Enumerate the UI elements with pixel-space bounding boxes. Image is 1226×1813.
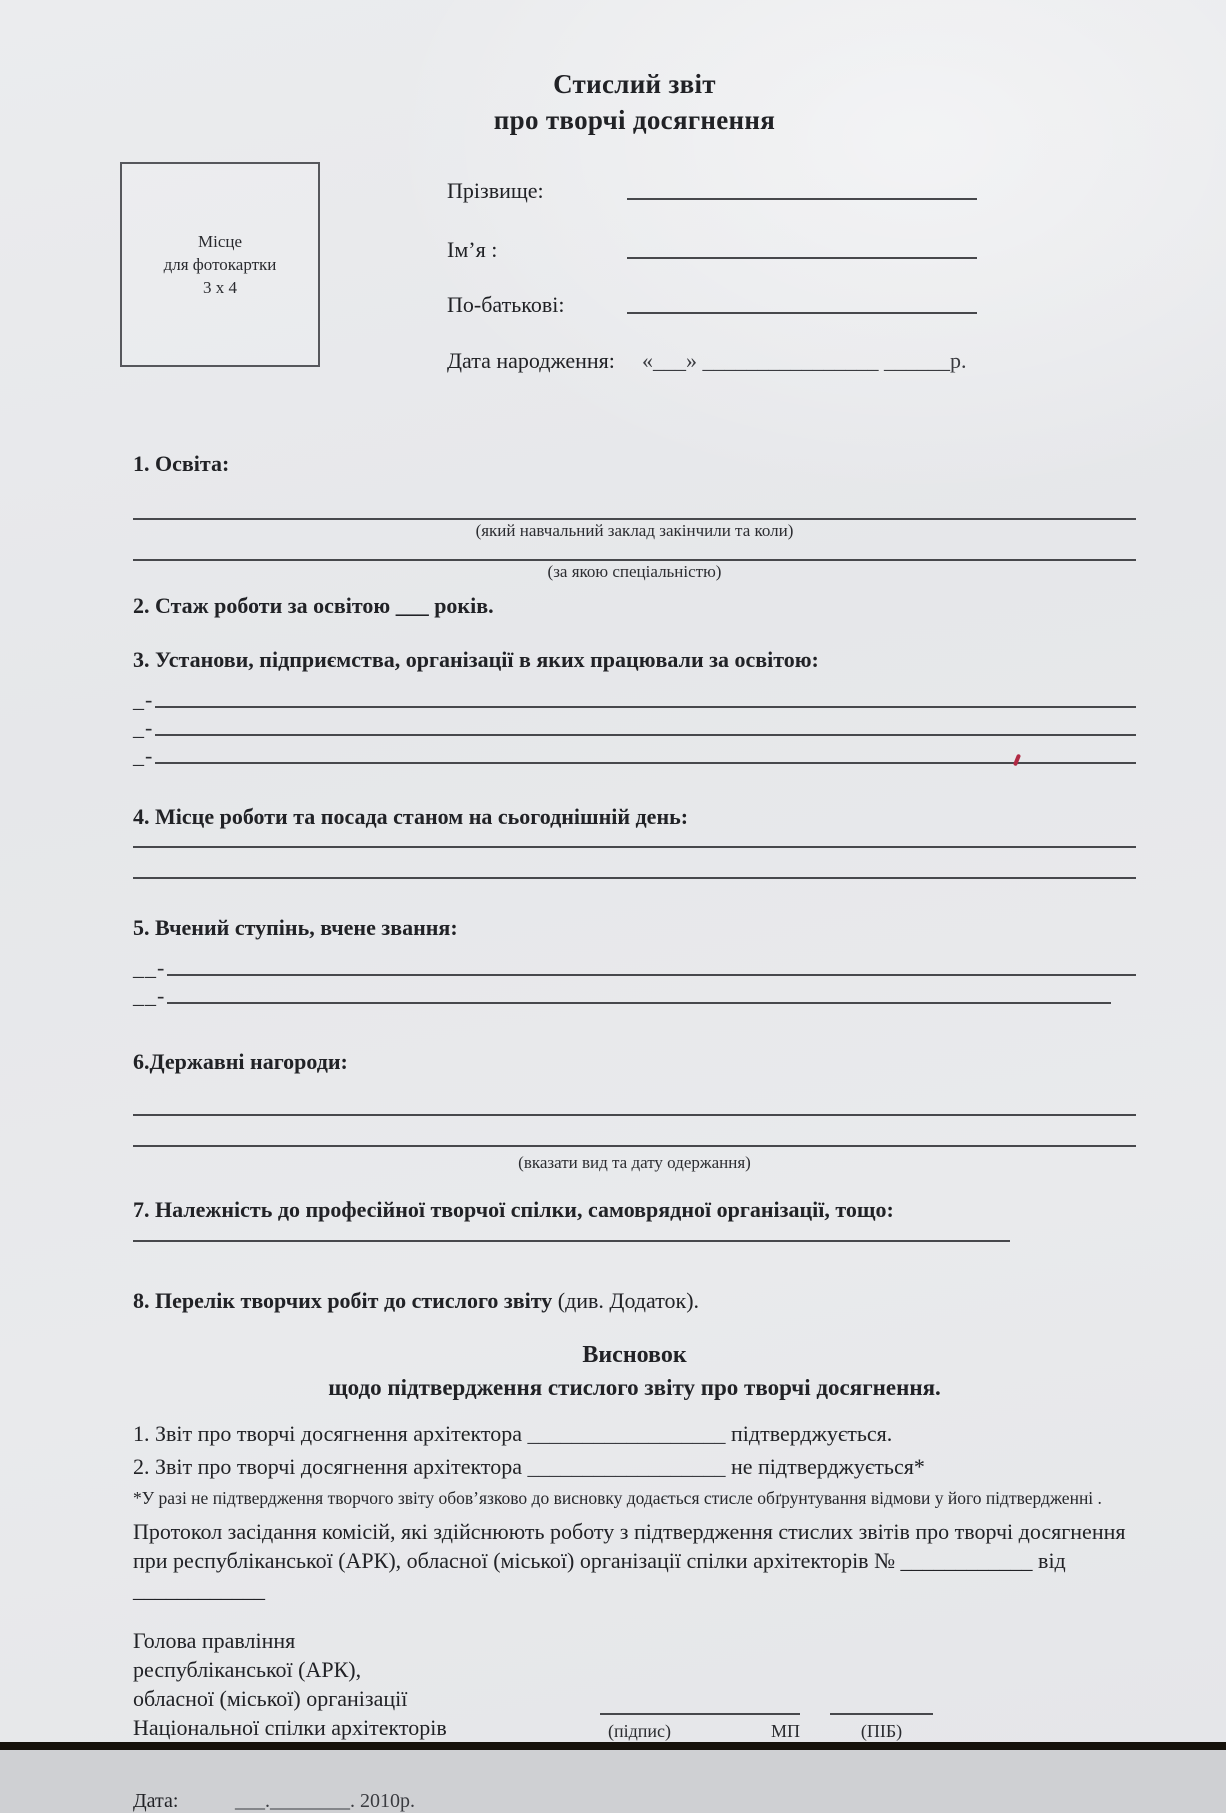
firstname-input-line[interactable]: [627, 231, 977, 259]
photo-box-text-line3: 3 х 4: [203, 278, 237, 297]
degree-row-1: [133, 953, 1136, 981]
signature-caption: (підпис): [608, 1721, 672, 1741]
degree-row-1-prefix: __-: [133, 955, 166, 980]
signature-captions-left: [600, 1721, 800, 1742]
organizations-row-2: [133, 713, 1136, 741]
conclusion-item-1-blank[interactable]: __________________: [527, 1421, 726, 1446]
photo-box-text-line2: для фотокартки: [163, 255, 277, 274]
conclusion-subtitle: щодо підтвердження стислого звіту про творчі досягнення.: [328, 1375, 941, 1400]
works-list-heading: [133, 1286, 1136, 1316]
conclusion-item-1-result: підтверджується.: [725, 1421, 893, 1446]
fullname-caption: (ПІБ): [860, 1721, 903, 1741]
experience-text: 2. Стаж роботи за освітою ___ років.: [133, 593, 494, 618]
conclusion-item-2-result: не підтверджується*: [725, 1454, 925, 1479]
patronymic-label: По-батькові:: [447, 292, 565, 317]
conclusion-item-2-text: 2. Звіт про творчі досягнення архітектора: [133, 1454, 528, 1479]
signature-lines: [600, 1713, 933, 1715]
page-title-line1: Стислий звіт: [553, 69, 716, 99]
organizations-line-3[interactable]: [155, 762, 1136, 764]
conclusion-item-1: [133, 1417, 1136, 1450]
photo-placeholder-box: [120, 162, 320, 367]
works-list-heading-bold: 8. Перелік творчих робіт до стислого звіту: [133, 1288, 553, 1313]
header-section: [120, 162, 1136, 374]
organizations-row-1: [133, 685, 1136, 713]
current-job-line-1[interactable]: [133, 846, 1136, 848]
chair-title-line4: Національної спілки архітекторів: [133, 1715, 447, 1740]
works-list-heading-note: (див. Додаток).: [552, 1288, 700, 1313]
patronymic-input-line[interactable]: [627, 286, 977, 314]
protocol-paragraph: Протокол засідання комісій, які здійснюють роботу з підтвердження стислих звітів про творчі досягнення при республіканської (АРК), обласної (міської) організації спілки архітекторів № ____________ від ____________: [133, 1519, 1126, 1602]
firstname-field-row: [447, 231, 977, 263]
organizations-row-3: [133, 741, 1136, 769]
organizations-heading: 3. Установи, підприємства, організації в яких працювали за освітою:: [133, 647, 819, 672]
signature-block: [600, 1713, 933, 1742]
awards-line-2[interactable]: [133, 1145, 1136, 1147]
current-job-line-2[interactable]: [133, 877, 1136, 879]
personal-fields: [447, 162, 977, 374]
signature-section: [133, 1626, 1136, 1742]
surname-input-line[interactable]: [627, 172, 977, 200]
chair-title-block: [133, 1626, 447, 1742]
conclusion-title: Висновок: [582, 1342, 687, 1368]
membership-heading: 7. Належність до професійної творчої спілки, самоврядної організації, тощо:: [133, 1197, 894, 1222]
education-caption-institution: (який навчальний заклад закінчили та коли): [475, 521, 794, 540]
conclusion-item-1-text: 1. Звіт про творчі досягнення архітектора: [133, 1421, 528, 1446]
scan-edge-bar: [0, 1742, 1226, 1750]
education-heading: 1. Освіта:: [133, 451, 230, 476]
signature-captions: [600, 1721, 933, 1742]
awards-line-1[interactable]: [133, 1114, 1136, 1116]
patronymic-field-row: [447, 286, 977, 318]
organizations-row-1-prefix: _-: [133, 687, 154, 712]
awards-caption: (вказати вид та дату одержання): [518, 1153, 751, 1172]
degree-line-1[interactable]: [167, 974, 1136, 976]
organizations-row-2-prefix: _-: [133, 715, 154, 740]
fullname-input-line[interactable]: [830, 1713, 933, 1715]
stamp-caption: МП: [770, 1721, 800, 1741]
birthdate-label: Дата народження:: [447, 348, 615, 373]
signature-input-line[interactable]: [600, 1713, 800, 1715]
conclusion-footnote: *У разі не підтвердження творчого звіту обов’язково до висновку додається стисле обґрунтування відмови у його підтвердженні .: [133, 1488, 1102, 1508]
date-row: [133, 1790, 1136, 1813]
firstname-label: Ім’я :: [447, 237, 498, 262]
conclusion-item-2: [133, 1450, 1136, 1483]
current-job-heading: 4. Місце роботи та посада станом на сьогоднішній день:: [133, 804, 689, 829]
degree-line-2[interactable]: [167, 1002, 1111, 1004]
page-title: [133, 66, 1136, 138]
organizations-row-3-prefix: _-: [133, 743, 154, 768]
birthdate-input-blank[interactable]: «___» ________________ ______р.: [642, 348, 967, 373]
chair-title-line3: обласної (міської) організації: [133, 1686, 408, 1711]
date-input-blank[interactable]: ___.________. 2010р.: [235, 1790, 415, 1812]
birthdate-field-row: [447, 348, 977, 374]
conclusion-item-2-blank[interactable]: __________________: [527, 1454, 726, 1479]
awards-heading: 6.Державні нагороди:: [133, 1049, 348, 1074]
date-label: Дата:: [133, 1790, 179, 1812]
degree-row-2: [133, 981, 1111, 1009]
surname-label: Прізвище:: [447, 178, 544, 203]
degree-heading: 5. Вчений ступінь, вчене звання:: [133, 915, 458, 940]
membership-line[interactable]: [133, 1240, 1010, 1242]
chair-title-line2: республіканської (АРК),: [133, 1657, 362, 1682]
chair-title-line1: Голова правління: [133, 1628, 296, 1653]
photo-box-text-line1: Місце: [197, 232, 243, 251]
page-title-line2: про творчі досягнення: [493, 105, 776, 135]
organizations-line-1[interactable]: [155, 706, 1136, 708]
education-caption-specialty: (за якою спеціальністю): [547, 562, 722, 581]
surname-field-row: [447, 172, 977, 204]
degree-row-2-prefix: __-: [133, 983, 166, 1008]
organizations-line-2[interactable]: [155, 734, 1136, 736]
